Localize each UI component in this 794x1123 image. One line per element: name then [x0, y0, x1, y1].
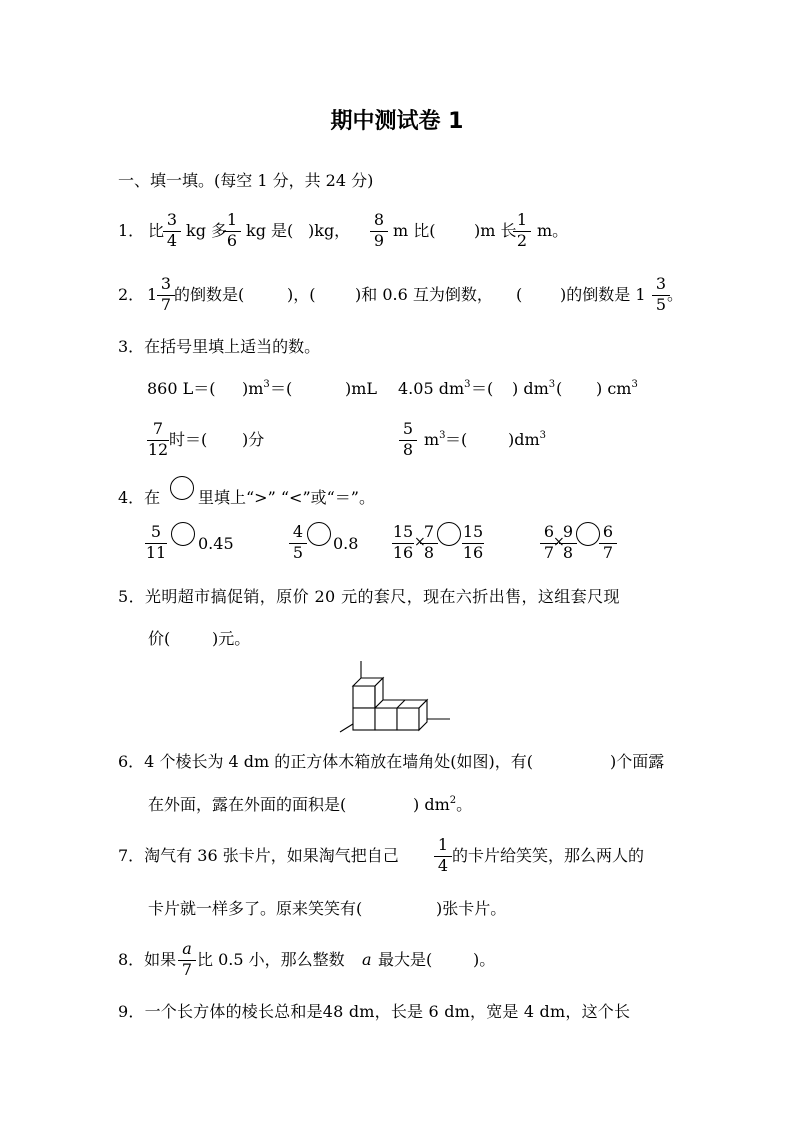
q3-text: )dm [508, 430, 540, 449]
q6-text [413, 795, 472, 815]
numerator: 6 [602, 522, 614, 541]
q2-text: )的倒数是 1 [560, 285, 646, 304]
compare-circle[interactable] [437, 522, 461, 546]
fraction [145, 523, 167, 564]
numerator: 1 [437, 835, 449, 854]
superscript: 2 [449, 795, 457, 806]
numerator: 7 [152, 419, 164, 438]
q2-text: )，( [287, 285, 316, 304]
q8-text: 8．如果 [118, 950, 177, 969]
q8-text: 最大是( [378, 950, 433, 969]
q1-text: )m 长 [474, 221, 517, 240]
compare-circle[interactable] [171, 522, 195, 546]
q8-text: )。 [473, 950, 496, 969]
q3-text [596, 379, 638, 399]
mixed-whole: 1 [147, 285, 158, 304]
compare-circle[interactable] [307, 522, 331, 546]
q1-text: m。 [537, 221, 569, 240]
q3-text: )分 [242, 430, 265, 449]
q7-text: )张卡片。 [436, 899, 507, 918]
numerator: 6 [543, 522, 555, 541]
denominator: 5 [655, 295, 667, 314]
denominator: 8 [423, 543, 435, 562]
fraction [434, 836, 452, 877]
q6-text: 6．4 个棱长为 4 dm 的正方体木箱放在墙角处(如图)，有( [118, 752, 534, 771]
denominator: 9 [373, 231, 385, 250]
superscript: 3 [631, 379, 638, 390]
denominator: 2 [516, 231, 528, 250]
denominator: 16 [462, 543, 484, 562]
q1-text: kg 是( [246, 221, 294, 240]
numerator: a [182, 939, 192, 958]
numerator: 5 [402, 419, 414, 438]
fraction [559, 523, 577, 564]
superscript: 3 [548, 379, 556, 390]
q3-text [242, 379, 270, 399]
q3-text [512, 379, 555, 399]
page-title: 期中测试卷 1 [330, 109, 464, 134]
fraction [599, 523, 617, 564]
numerator: 3 [166, 210, 178, 229]
q8-text: 比 0.5 小，那么整数 [197, 950, 345, 969]
fraction [178, 940, 196, 981]
numerator: 3 [655, 274, 667, 293]
fraction [399, 420, 417, 461]
q7-text: 7．淘气有 36 张卡片，如果淘气把自己 [118, 846, 399, 865]
fraction [157, 275, 175, 316]
q6-text: 在外面，露在外面的面积是( [148, 795, 347, 814]
numerator: 3 [160, 274, 172, 293]
q1-text: kg 多 [186, 221, 228, 240]
q3-text: 4.05 dm [398, 379, 465, 398]
q7-text: 的卡片给笑笑，那么两人的 [452, 846, 645, 865]
variable-a: a [362, 950, 372, 969]
q6-text: )个面露 [610, 752, 665, 771]
denominator: 12 [147, 440, 169, 459]
section-heading: 一、填一填。(每空 1 分，共 24 分) [118, 171, 374, 190]
denominator: 7 [543, 543, 555, 562]
q2-text: )和 0.6 互为倒数， [355, 285, 493, 304]
superscript: 3 [263, 379, 270, 390]
q6-text: ) dm [413, 795, 450, 814]
q3-text: )m [242, 379, 264, 398]
q2-text: 的倒数是( [174, 285, 245, 304]
q5-text: 价( [148, 629, 171, 648]
q3-text: ＝( [270, 379, 293, 398]
fraction [462, 523, 484, 564]
numerator: 1 [516, 210, 528, 229]
cube-face [353, 708, 375, 730]
numerator: 9 [562, 522, 574, 541]
q5-line-1: 5．光明超市搞促销，原价 20 元的套尺，现在六折出售，这组套尺现 [118, 587, 620, 606]
denominator: 11 [145, 543, 167, 562]
compare-rhs: 0.45 [198, 534, 234, 553]
numerator: 8 [373, 210, 385, 229]
compare-rhs: 0.8 [333, 534, 359, 553]
corner-cubes-figure [330, 655, 455, 735]
q1-text: )kg， [308, 221, 351, 240]
times-sign: × [553, 534, 565, 550]
fraction [420, 523, 438, 564]
numerator: 4 [292, 522, 304, 541]
q2-number: 2． [118, 285, 145, 304]
denominator: 5 [292, 543, 304, 562]
numerator: 7 [423, 522, 435, 541]
q2-text: ( [516, 285, 523, 304]
fraction [163, 211, 181, 252]
cube-face [353, 686, 375, 708]
denominator: 7 [602, 543, 614, 562]
q3-text: m [424, 430, 440, 449]
fraction [289, 523, 307, 564]
denominator: 8 [402, 440, 414, 459]
cube-face [375, 708, 397, 730]
q5-text: )元。 [212, 629, 251, 648]
q1-text: 比 [148, 221, 165, 240]
q3-text: ) cm [596, 379, 632, 398]
q3-text: )mL [345, 379, 378, 398]
question-9-line-1: 9．一个长方体的棱长总和是48 dm，长是 6 dm，宽是 4 dm，这个长 [118, 1002, 631, 1021]
q3-text: 时＝( [169, 430, 208, 449]
superscript: 3 [439, 430, 446, 441]
numerator: 15 [462, 522, 484, 541]
q4-text: 里填上“>” “<”或“＝”。 [198, 488, 375, 507]
fraction [370, 211, 388, 252]
times-sign: × [414, 534, 426, 550]
q3-text: ( [556, 379, 563, 398]
q1-text: m 比( [393, 221, 436, 240]
denominator: 4 [166, 231, 178, 250]
q7-text: 卡片就一样多了。原来笑笑有( [148, 899, 363, 918]
denominator: 4 [437, 856, 449, 875]
denominator: 7 [160, 295, 172, 314]
q3-text: 860 L＝( [147, 379, 216, 398]
q2-text: 。 [667, 285, 684, 304]
fraction [223, 211, 241, 252]
q6-text: 。 [456, 795, 473, 814]
q3-text [424, 430, 446, 450]
numerator: 5 [150, 522, 162, 541]
numerator: 1 [226, 210, 238, 229]
denominator: 7 [181, 960, 193, 979]
q3-text: ) dm [512, 379, 549, 398]
q3-text [398, 379, 471, 399]
superscript: 3 [539, 430, 547, 441]
fraction [513, 211, 531, 252]
fraction [147, 420, 169, 461]
compare-circle[interactable] [576, 522, 600, 546]
denominator: 8 [562, 543, 574, 562]
q3-text: ＝( [445, 430, 468, 449]
fraction [392, 523, 414, 564]
blank-circle [170, 476, 194, 500]
numerator: 15 [392, 522, 414, 541]
q3-text: ＝( [471, 379, 494, 398]
superscript: 3 [464, 379, 471, 390]
cube-face [397, 708, 419, 730]
denominator: 16 [392, 543, 414, 562]
q3-text: 3．在括号里填上适当的数。 [118, 337, 321, 356]
q3-text [508, 430, 546, 450]
denominator: 6 [226, 231, 238, 250]
q1-number: 1． [118, 221, 145, 240]
q4-text: 4．在 [118, 488, 161, 507]
